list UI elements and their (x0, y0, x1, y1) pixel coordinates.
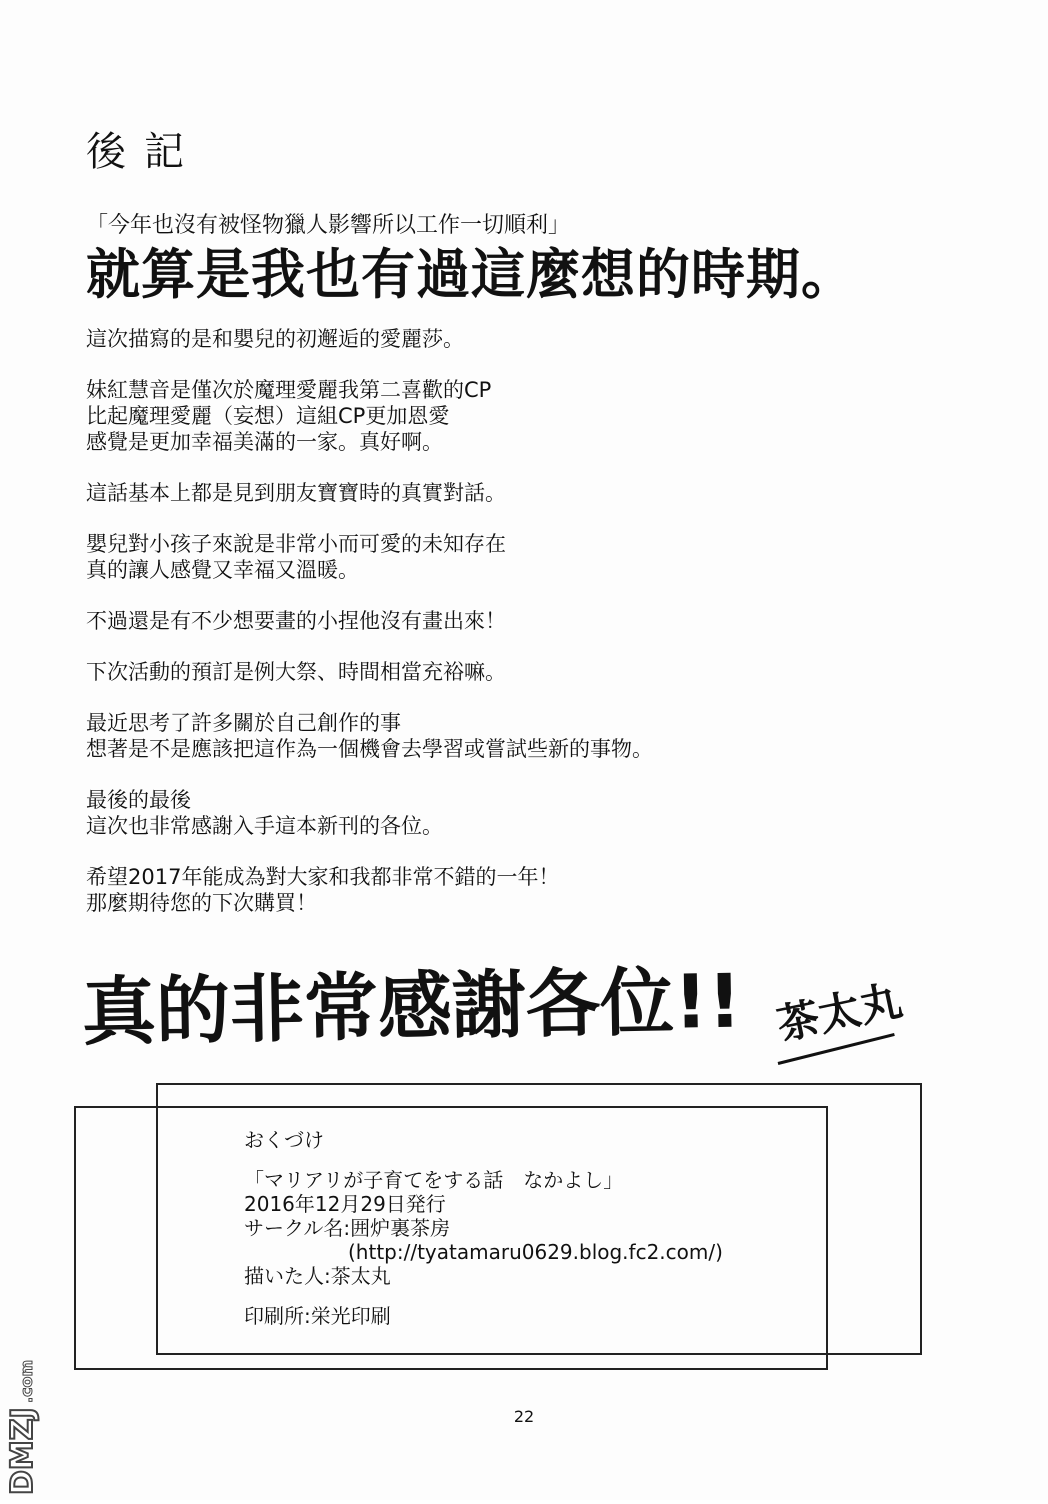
paragraph (86, 659, 806, 685)
author-signature: 茶太丸 (772, 975, 907, 1050)
paragraph-line: 這次描寫的是和嬰兒的初邂逅的愛麗莎。 (86, 327, 464, 351)
paragraph-line: 最後的最後 (86, 788, 191, 812)
colophon-date: 2016年12月29日発行 (244, 1192, 446, 1216)
paragraph (86, 710, 806, 762)
colophon-artist: 描いた人:茶太丸 (244, 1264, 391, 1288)
site-watermark-logo (2, 1330, 46, 1500)
paragraph-line: 真的讓人感覺又幸福又溫暖。 (86, 558, 359, 582)
paragraph-line: 比起魔理愛麗（妄想）這組CP更加恩愛 (86, 404, 450, 428)
page-number: 22 (513, 1407, 535, 1426)
paragraph-line: 感覺是更加幸福美滿的一家。真好啊。 (86, 430, 443, 454)
afterword-title: 後記 (86, 129, 202, 175)
paragraph (86, 864, 806, 916)
paragraph-line: 這次也非常感謝入手這本新刊的各位。 (86, 814, 443, 838)
colophon-printer: 印刷所:栄光印刷 (244, 1304, 391, 1328)
afterword-quote: 「今年也沒有被怪物獵人影響所以工作一切順利」 (86, 213, 571, 238)
paragraph (86, 787, 806, 839)
colophon-book-title: 「マリアリが子育てをする話 なかよし」 (244, 1168, 624, 1192)
paragraph-line: 妹紅慧音是僅次於魔理愛麗我第二喜歡的CP (86, 378, 492, 402)
afterword-body (86, 326, 806, 941)
paragraph (86, 608, 806, 634)
colophon-label: おくづけ (244, 1128, 324, 1152)
colophon (244, 1128, 723, 1328)
thanks-message: 真的非常感謝各位!! (81, 958, 743, 1056)
paragraph-line: 不過還是有不少想要畫的小捏他沒有畫出來！ (86, 609, 506, 633)
paragraph-line: 最近思考了許多關於自己創作的事 (86, 711, 401, 735)
paragraph (86, 326, 806, 352)
svg-text:DMZJ: DMZJ (5, 1407, 40, 1495)
svg-text:.com: .com (17, 1359, 36, 1403)
colophon-url: (http://tyatamaru0629.blog.fc2.com/) (348, 1240, 723, 1264)
paragraph (86, 480, 806, 506)
paragraph (86, 377, 806, 455)
paragraph-line: 希望2017年能成為對大家和我都非常不錯的一年！ (86, 865, 560, 889)
paragraph-line: 那麼期待您的下次購買！ (86, 891, 317, 915)
paragraph-line: 想著是不是應該把這作為一個機會去學習或嘗試些新的事物。 (86, 737, 653, 761)
paragraph (86, 531, 806, 583)
paragraph-line: 嬰兒對小孩子來說是非常小而可愛的未知存在 (86, 532, 506, 556)
afterword-headline: 就算是我也有過這麼想的時期。 (86, 243, 856, 306)
paragraph-line: 這話基本上都是見到朋友寶寶時的真實對話。 (86, 481, 506, 505)
colophon-circle: サークル名:囲炉裏茶房 (244, 1216, 451, 1240)
paragraph-line: 下次活動的預訂是例大祭、時間相當充裕嘛。 (86, 660, 506, 684)
